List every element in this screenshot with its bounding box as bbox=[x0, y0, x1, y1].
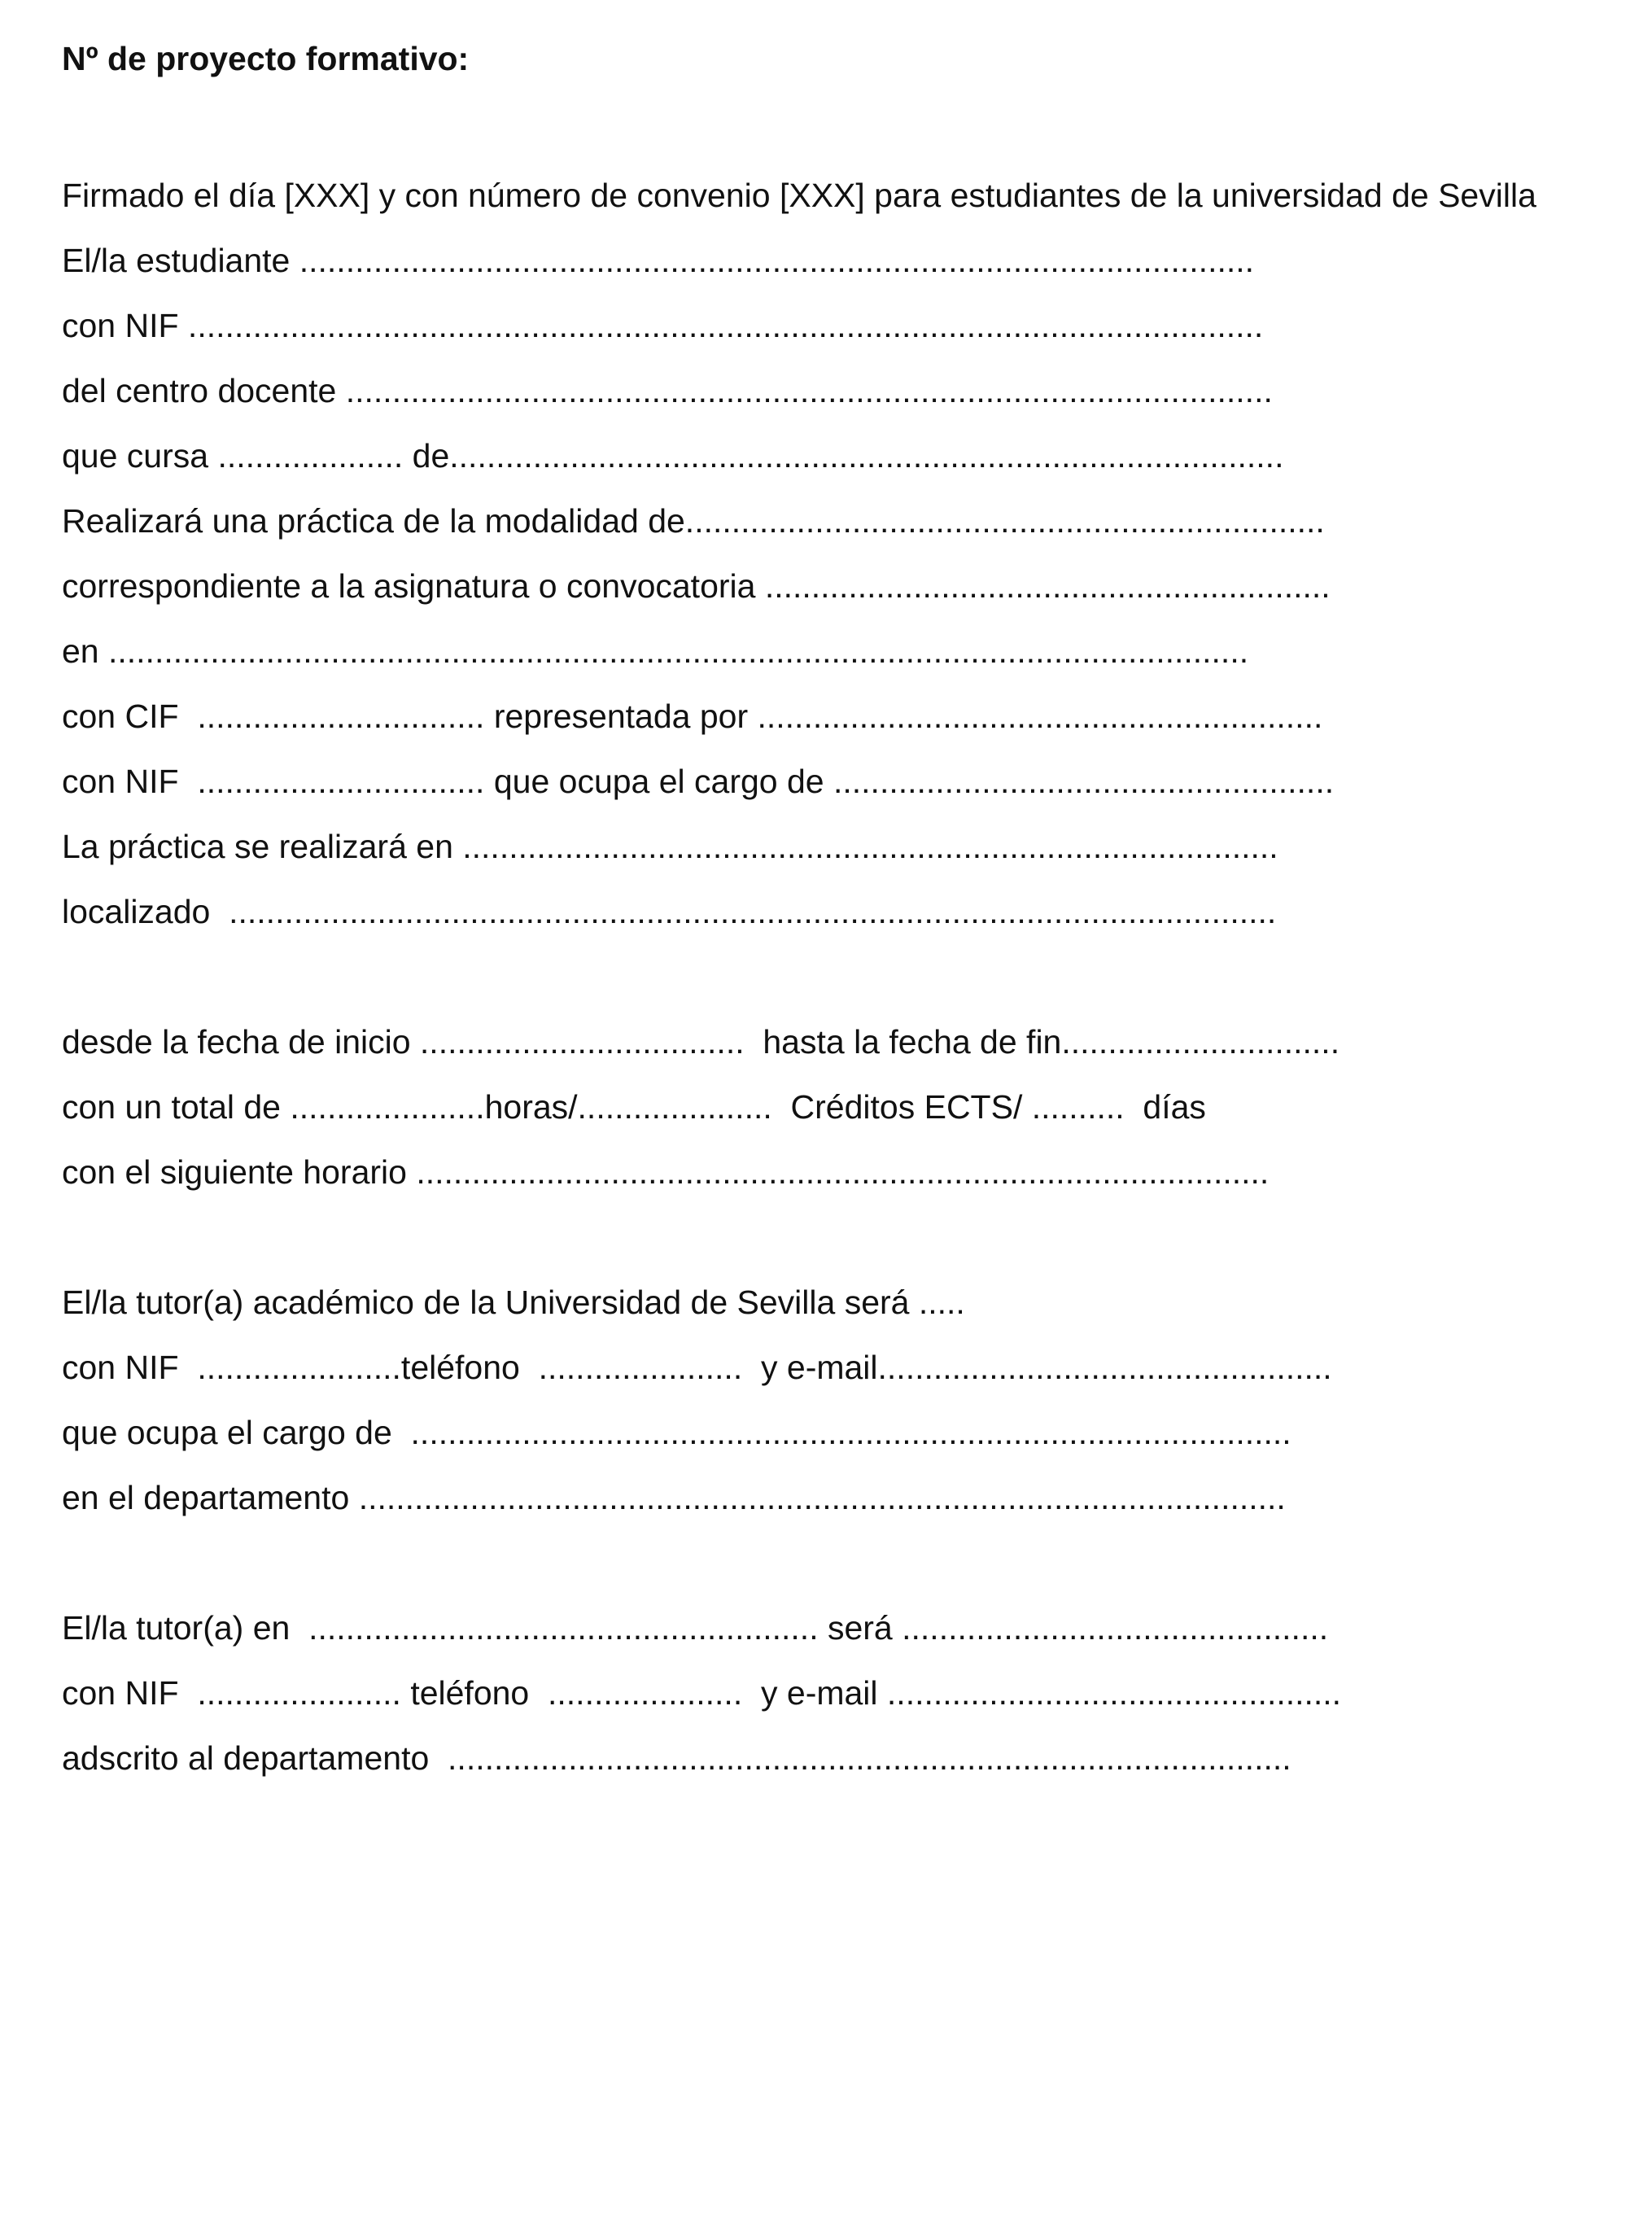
section-gap bbox=[62, 1530, 1527, 1595]
form-title: Nº de proyecto formativo: bbox=[62, 40, 470, 77]
company-department-line: adscrito al departamento ........................................................................................... bbox=[62, 1739, 1291, 1777]
academic-contact-line: con NIF ......................teléfono ...................... y e-mail................................................. bbox=[62, 1349, 1332, 1386]
located-line: localizado ................................................................................................................. bbox=[62, 893, 1277, 930]
section-gap bbox=[62, 944, 1527, 1009]
student-nif-line: con NIF .................................................................................................................... bbox=[62, 307, 1264, 344]
section-gap bbox=[62, 1205, 1527, 1270]
location-line: La práctica se realizará en ........................................................................................ bbox=[62, 828, 1278, 865]
academic-department-line: en el departamento .................................................................................................... bbox=[62, 1479, 1286, 1516]
agreement-intro: Firmado el día [XXX] y con número de convenio [XXX] para estudiantes de la universidad de Sevilla bbox=[62, 177, 1536, 214]
company-cif-line: con CIF ............................... representada por ............................................................. bbox=[62, 698, 1323, 735]
academic-position-line: que ocupa el cargo de ............................................................................................... bbox=[62, 1414, 1291, 1451]
student-line: El/la estudiante ....................................................................................................... bbox=[62, 242, 1255, 279]
schedule-line: con el siguiente horario ............................................................................................ bbox=[62, 1153, 1270, 1191]
company-tutor-line: El/la tutor(a) en ....................................................... será .............................................. bbox=[62, 1609, 1329, 1647]
representative-nif-line: con NIF ............................... que ocupa el cargo de ...................................................... bbox=[62, 763, 1335, 800]
subject-line: correspondiente a la asignatura o convocatoria ............................................................. bbox=[62, 567, 1331, 605]
form-page bbox=[62, 33, 1536, 1791]
modality-line: Realizará una práctica de la modalidad de..................................................................... bbox=[62, 502, 1325, 540]
company-contact-line: con NIF ...................... teléfono ..................... y e-mail ................................................. bbox=[62, 1674, 1342, 1712]
school-line: del centro docente .................................................................................................... bbox=[62, 372, 1273, 409]
company-line: en ........................................................................................................................... bbox=[62, 632, 1249, 670]
course-line: que cursa .................... de.......................................................................................... bbox=[62, 437, 1284, 475]
total-hours-line: con un total de .....................horas/..................... Créditos ECTS/ .......... días bbox=[62, 1088, 1206, 1126]
dates-line: desde la fecha de inicio ................................... hasta la fecha de fin.............................. bbox=[62, 1023, 1340, 1061]
academic-tutor-line: El/la tutor(a) académico de la Universidad de Sevilla será ..... bbox=[62, 1284, 965, 1321]
